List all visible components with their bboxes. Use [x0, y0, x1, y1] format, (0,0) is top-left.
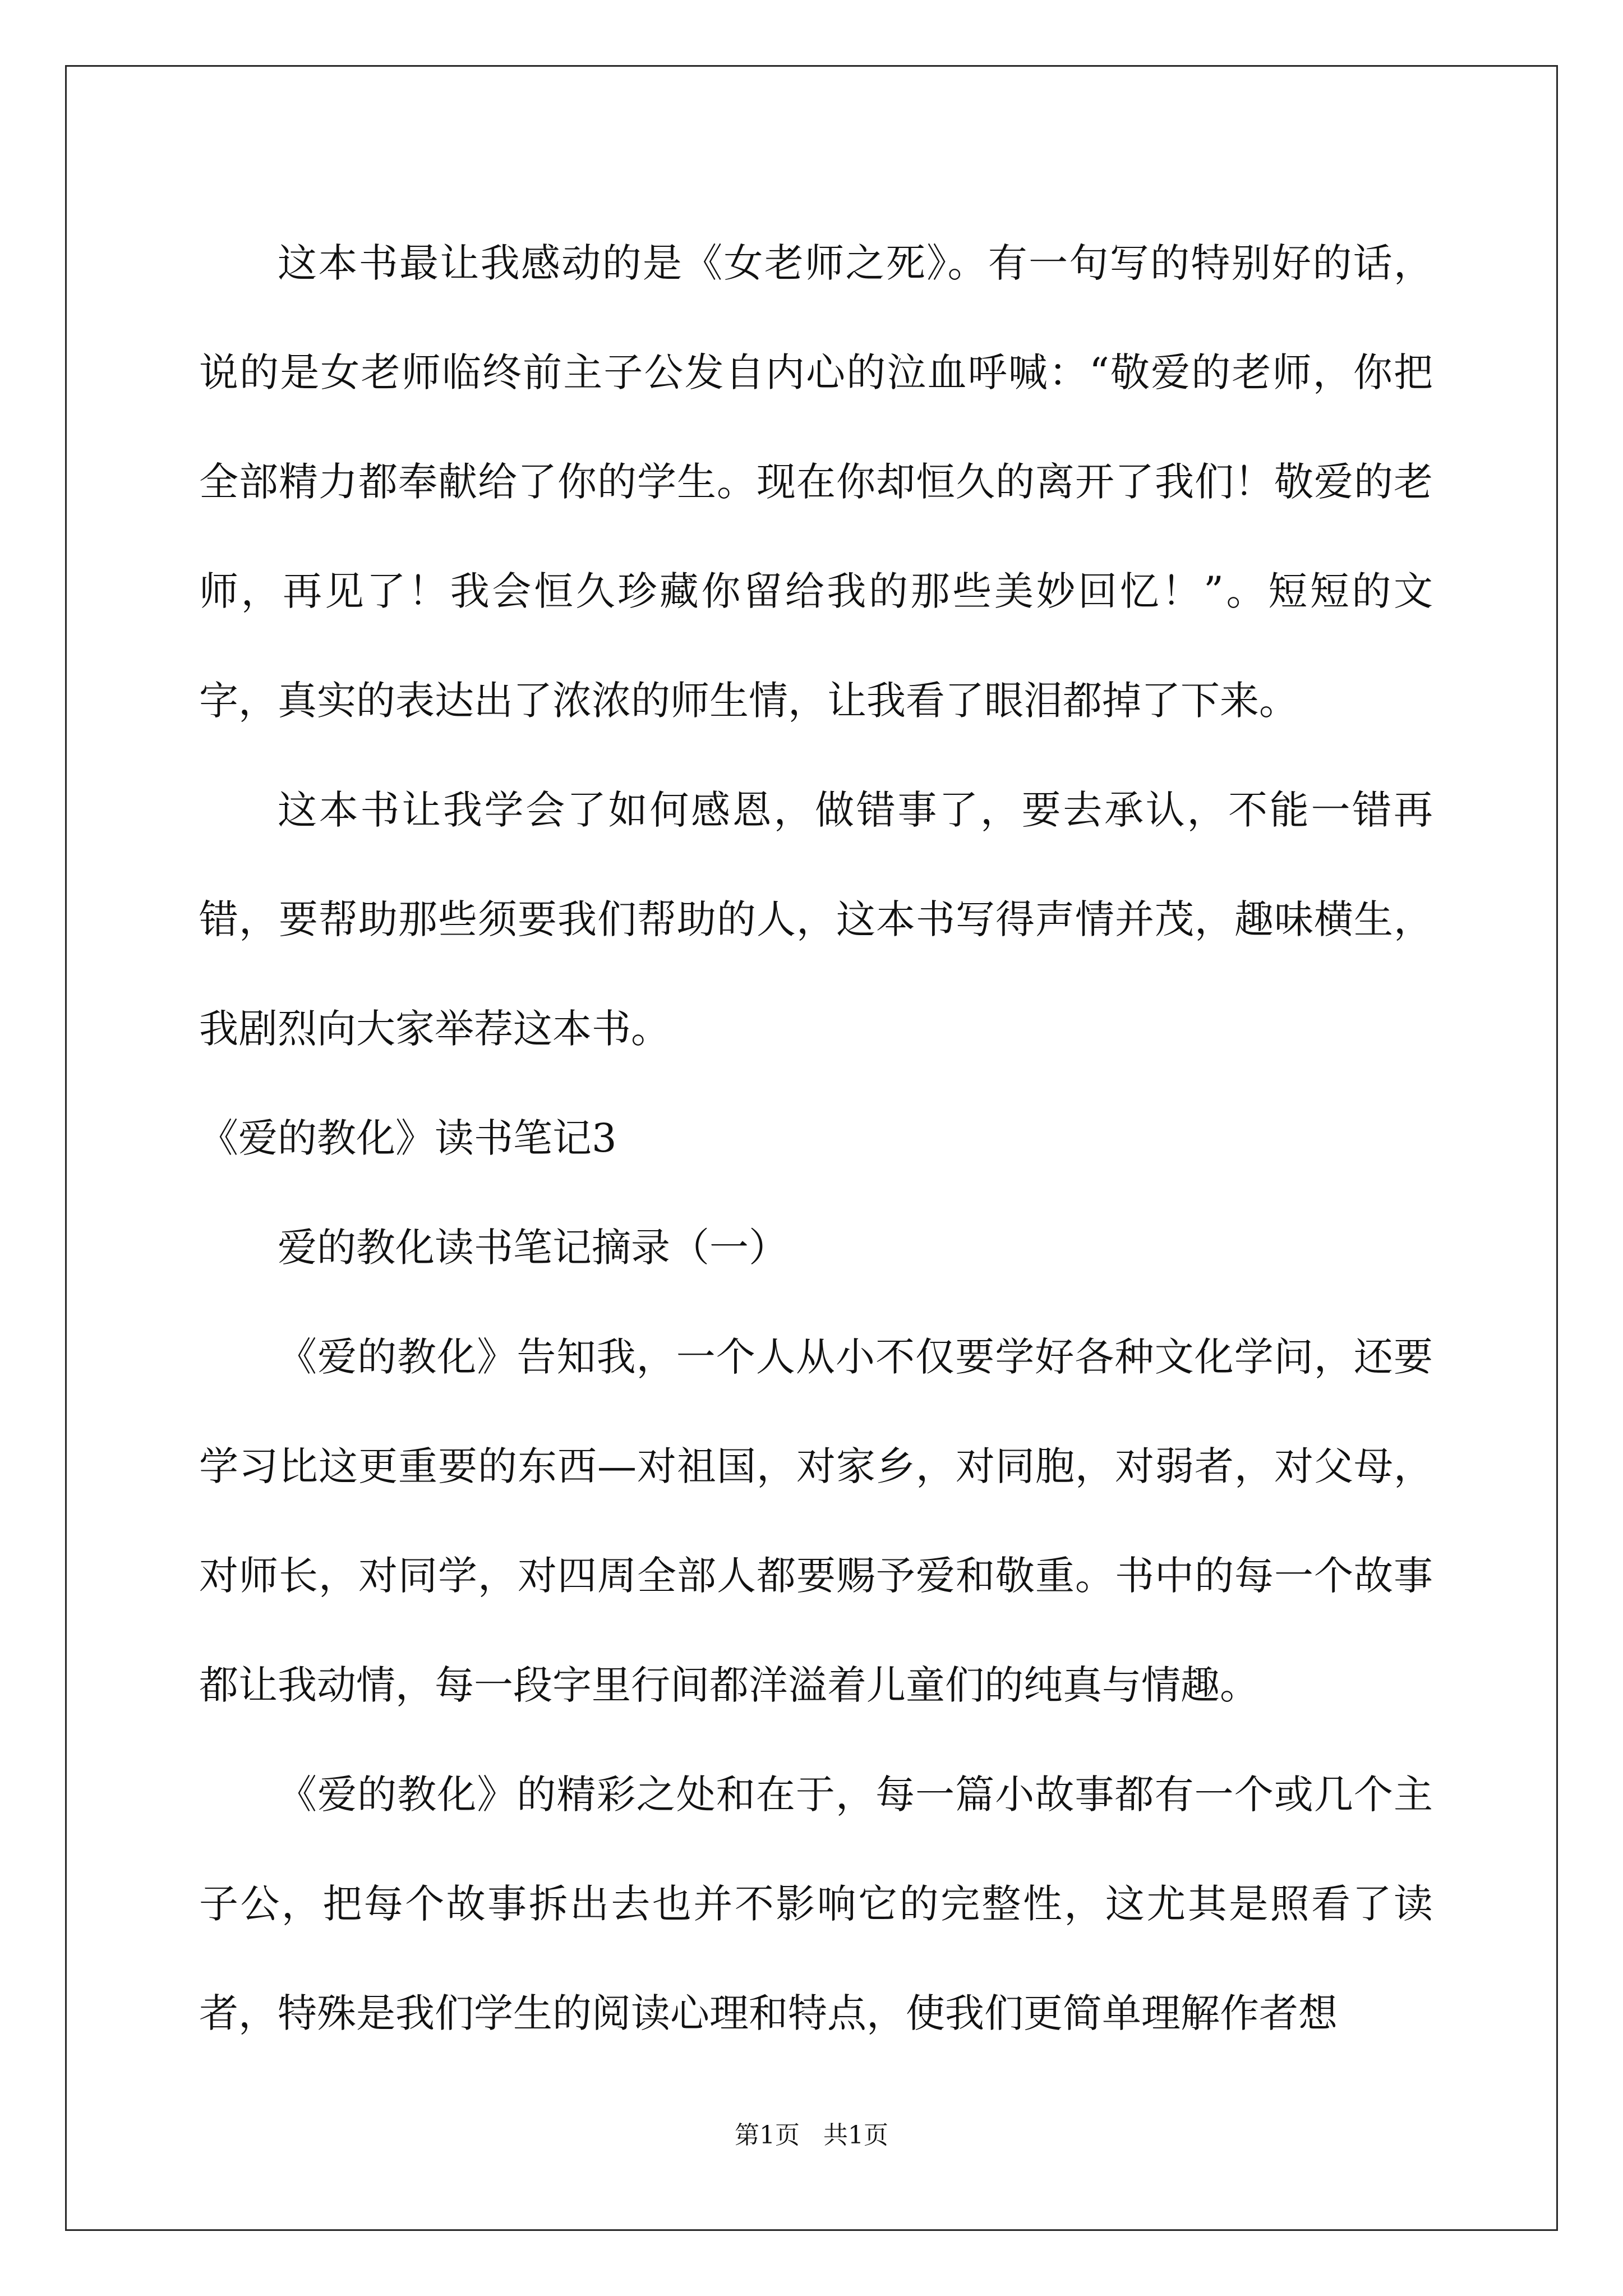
- document-body: [199, 209, 1433, 2068]
- paragraph: 这本书最让我感动的是《女老师之死》。有一句写的特别好的话，说的是女老师临终前主子公发自内心的泣血呼喊：“敬爱的老师，你把全部精力都奉献给了你的学生。现在你却恒久的离开了我们！敬爱的老师，再见了！我会恒久珍藏你留给我的那些美妙回忆！”。短短的文字，真实的表达出了浓浓的师生情，让我看了眼泪都掉了下来。: [199, 240, 1433, 724]
- section-heading: 《爱的教化》读书笔记3: [199, 1115, 617, 1161]
- paragraph: 《爱的教化》告知我，一个人从小不仅要学好各种文化学问，还要学习比这更重要的东西—对祖国，对家乡，对同胞，对弱者，对父母，对师长，对同学，对四周全部人都要赐予爱和敬重。书中的每一个故事都让我动情，每一段字里行间都洋溢着儿童们的纯真与情趣。: [199, 1334, 1433, 1708]
- paragraph: 这本书让我学会了如何感恩，做错事了，要去承认，不能一错再错，要帮助那些须要我们帮助的人，这本书写得声情并茂，趣味横生，我剧烈向大家举荐这本书。: [199, 787, 1433, 1052]
- paragraph-subtitle: 爱的教化读书笔记摘录（一）: [278, 1225, 788, 1271]
- paragraph: 《爱的教化》的精彩之处和在于，每一篇小故事都有一个或几个主子公，把每个故事拆出去也并不影响它的完整性，这尤其是照看了读者，特殊是我们学生的阅读心理和特点，使我们更简单理解作者想: [199, 1772, 1433, 2036]
- page-footer: 第1页 共1页: [735, 2121, 888, 2150]
